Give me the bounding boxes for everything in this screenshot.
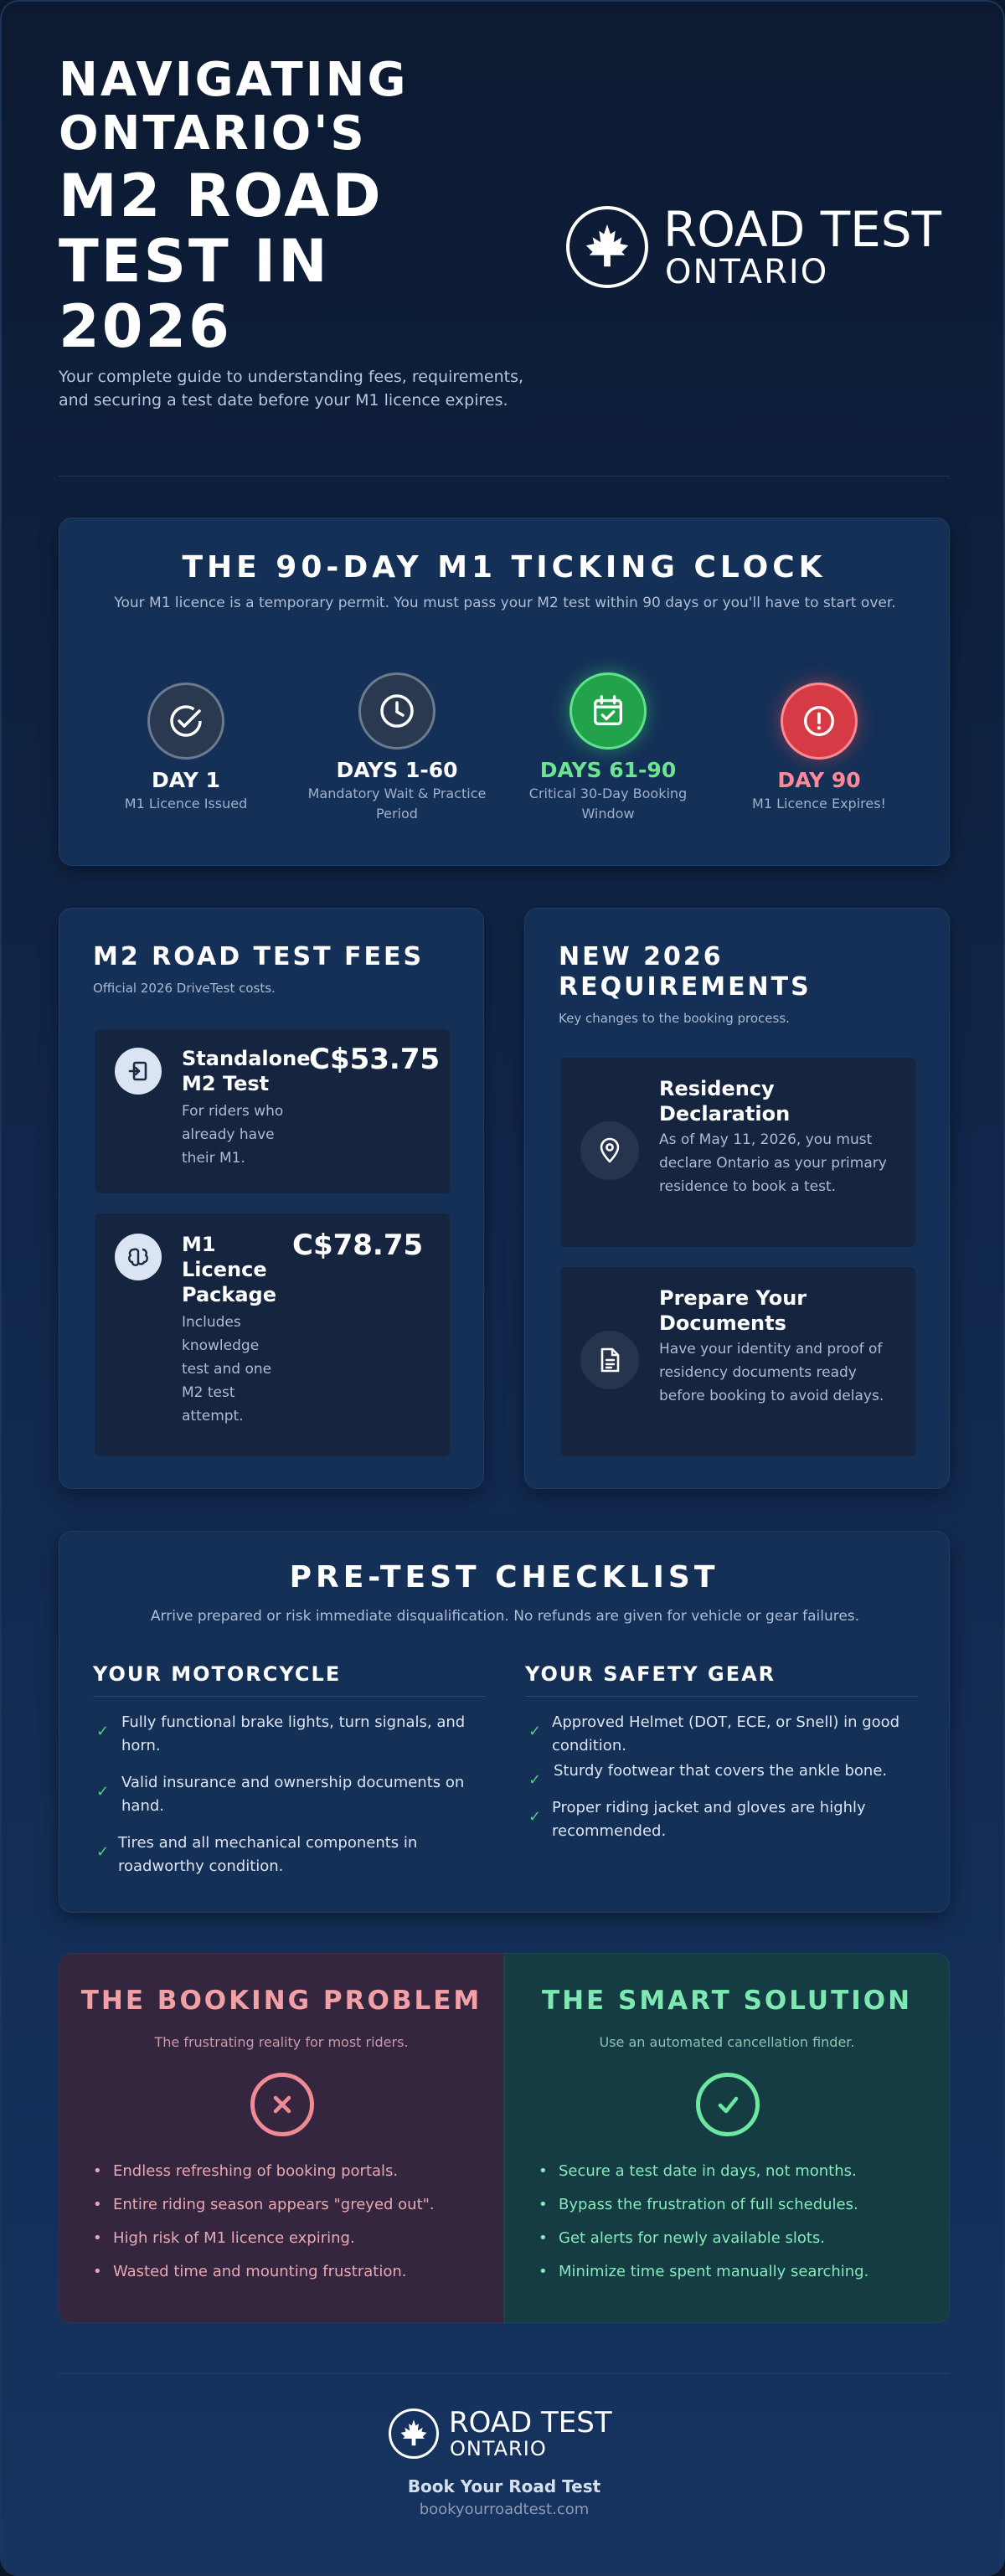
logo-wordmark-bottom: ONTARIO	[665, 253, 829, 291]
requirement-item	[560, 1267, 915, 1456]
fee-desc: For riders who already have their M1.	[182, 1103, 284, 1167]
solution-list	[537, 2155, 930, 2289]
fees-card	[59, 908, 484, 1489]
requirements-card	[524, 908, 950, 1489]
step-desc: M1 Licence Expires!	[752, 796, 886, 811]
requirement-item	[560, 1058, 915, 1247]
sign-in-icon	[115, 1048, 162, 1095]
title-line-5: 2026	[59, 292, 232, 361]
problem-title: THE BOOKING PROBLEM	[80, 1986, 482, 2016]
smart-solution-panel	[504, 1953, 950, 2323]
fee-name: M1 Licence Package	[182, 1233, 276, 1306]
checklist-item: Valid insurance and ownership documents on hand.	[121, 1774, 465, 1815]
page-title	[59, 53, 528, 361]
footer-url-link[interactable]: bookyourroadtest.com	[419, 2501, 590, 2518]
list-item: • Wasted time and mounting frustration.	[91, 2255, 485, 2289]
fees-title: M2 ROAD TEST FEES	[93, 942, 425, 971]
checkmark-icon: ✓	[96, 1783, 110, 1801]
timeline-step	[512, 672, 704, 824]
timeline-step	[301, 672, 493, 824]
checkmark-icon: ✓	[528, 1808, 542, 1826]
step-desc: Mandatory Wait & Practice Period	[307, 786, 487, 822]
checklist-subtitle: Arrive prepared or risk immediate disqualification. No refunds are given for vehicle or gear failures.	[150, 1608, 860, 1625]
list-item: • Entire riding season appears "greyed out".	[91, 2188, 485, 2222]
alert-circle-icon	[781, 683, 858, 760]
check-circle-icon	[696, 2073, 760, 2136]
timeline-step	[723, 683, 915, 814]
brain-icon	[115, 1234, 162, 1280]
x-circle-icon	[250, 2073, 314, 2136]
list-item: • Minimize time spent manually searching.	[537, 2255, 930, 2289]
brand-logo	[566, 203, 968, 295]
divider	[93, 1696, 485, 1697]
document-icon	[580, 1331, 639, 1389]
title-line-3: M2 ROAD	[59, 162, 384, 230]
fee-name: Standalone M2 Test	[182, 1047, 311, 1095]
list-item: • Bypass the frustration of full schedules.	[537, 2188, 930, 2222]
requirement-name: Residency Declaration	[659, 1077, 791, 1126]
step-title: DAYS 1-60	[336, 758, 458, 782]
step-title: DAY 90	[777, 768, 861, 792]
header-divider	[59, 476, 950, 477]
fee-price: C$78.75	[292, 1229, 424, 1262]
requirement-desc: As of May 11, 2026, you must declare Ontario as your primary residence to book a test.	[659, 1131, 887, 1195]
problem-subtitle: The frustrating reality for most riders.	[154, 2034, 409, 2050]
step-desc: Critical 30-Day Booking Window	[528, 786, 688, 822]
ticking-clock-card	[59, 518, 950, 866]
step-desc: M1 Licence Issued	[124, 796, 248, 811]
list-item: • Secure a test date in days, not months.	[537, 2155, 930, 2188]
checkmark-icon: ✓	[96, 1723, 110, 1740]
title-line-1: NAVIGATING	[59, 53, 409, 107]
footer-logo-wordmark-bottom: ONTARIO	[450, 2437, 547, 2460]
requirements-title: NEW 2026 REQUIREMENTS	[559, 942, 812, 1002]
requirement-name: Prepare Your Documents	[659, 1286, 807, 1335]
fee-price: C$53.75	[309, 1043, 441, 1076]
step-title: DAY 1	[152, 768, 220, 792]
checklist-item: Fully functional brake lights, turn signals, and horn.	[121, 1713, 466, 1754]
problem-list	[91, 2155, 485, 2289]
checklist-card	[59, 1531, 950, 1913]
logo-wordmark-top: ROAD TEST	[663, 201, 942, 258]
maple-leaf-icon	[389, 2409, 439, 2459]
footer-cta[interactable]: Book Your Road Test	[407, 2476, 601, 2496]
list-item: • High risk of M1 licence expiring.	[91, 2222, 485, 2255]
fee-item	[95, 1029, 450, 1193]
booking-problem-panel	[59, 1953, 504, 2323]
section-title: THE 90-DAY M1 TICKING CLOCK	[182, 550, 827, 585]
list-item: • Get alerts for newly available slots.	[537, 2222, 930, 2255]
title-line-4: TEST IN	[59, 227, 330, 296]
step-title: DAYS 61-90	[539, 758, 677, 782]
maple-leaf-icon	[566, 206, 648, 288]
checklist-title: PRE-TEST CHECKLIST	[289, 1560, 719, 1595]
section-subtitle: Your M1 licence is a temporary permit. You must pass your M2 test within 90 days or you'll have to start over.	[114, 595, 896, 611]
solution-title: THE SMART SOLUTION	[541, 1986, 913, 2016]
checklist-item: Sturdy footwear that covers the ankle bone.	[554, 1762, 888, 1780]
clock-icon	[358, 672, 436, 750]
safety-gear-heading: YOUR SAFETY GEAR	[525, 1662, 776, 1686]
timeline-step	[90, 683, 282, 814]
footer-divider	[59, 2373, 950, 2374]
requirement-desc: Have your identity and proof of residency documents ready before booking to avoid delays.	[659, 1341, 884, 1404]
location-pin-icon	[580, 1121, 639, 1180]
check-circle-icon	[147, 683, 224, 760]
checklist-item: Proper riding jacket and gloves are highly recommended.	[552, 1799, 866, 1840]
calendar-check-icon	[570, 672, 647, 750]
checkmark-icon: ✓	[96, 1843, 110, 1861]
checklist-item: Approved Helmet (DOT, ECE, or Snell) in good condition.	[552, 1713, 900, 1754]
requirements-subtitle: Key changes to the booking process.	[559, 1011, 790, 1026]
footer-logo	[389, 2407, 640, 2460]
footer-logo-wordmark-top: ROAD TEST	[449, 2406, 612, 2439]
fees-subtitle: Official 2026 DriveTest costs.	[93, 981, 276, 996]
list-item: • Endless refreshing of booking portals.	[91, 2155, 485, 2188]
motorcycle-heading: YOUR MOTORCYCLE	[93, 1662, 342, 1686]
fee-item	[95, 1213, 450, 1456]
checkmark-icon: ✓	[528, 1723, 542, 1740]
page-subtitle: Your complete guide to understanding fees, requirements, and securing a test date before your M1 licence expires.	[59, 368, 524, 410]
fee-desc: Includes knowledge test and one M2 test attempt.	[182, 1314, 272, 1425]
checkmark-icon: ✓	[528, 1771, 542, 1789]
checklist-item: Tires and all mechanical components in roadworthy condition.	[118, 1834, 418, 1875]
title-line-2: ONTARIO'S	[59, 106, 367, 161]
divider	[525, 1696, 917, 1697]
solution-subtitle: Use an automated cancellation finder.	[599, 2034, 855, 2050]
